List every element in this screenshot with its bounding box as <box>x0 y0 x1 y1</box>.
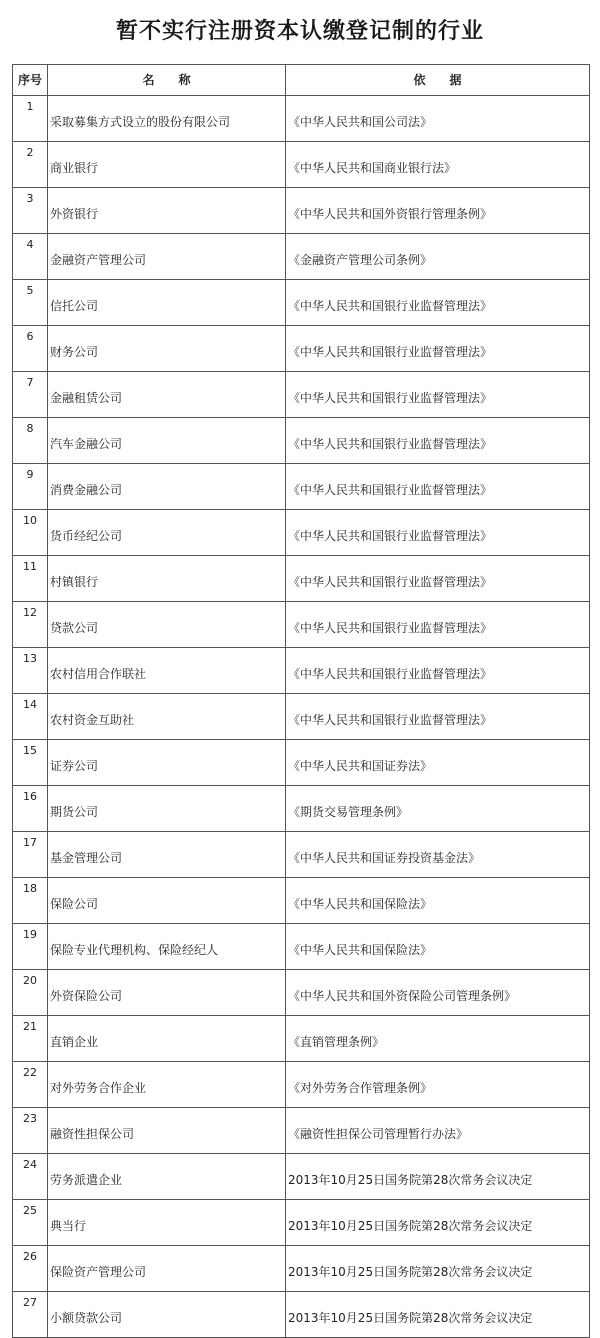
legal-basis: 2013年10月25日国务院第28次常务会议决定 <box>286 1292 590 1338</box>
table-row <box>13 1292 590 1338</box>
row-number: 6 <box>13 326 48 372</box>
table-row <box>13 188 590 234</box>
industry-name: 保险专业代理机构、保险经纪人 <box>48 924 286 970</box>
industry-name: 财务公司 <box>48 326 286 372</box>
industry-name: 保险公司 <box>48 878 286 924</box>
row-number: 18 <box>13 878 48 924</box>
table-row <box>13 740 590 786</box>
industry-name: 消费金融公司 <box>48 464 286 510</box>
legal-basis: 2013年10月25日国务院第28次常务会议决定 <box>286 1154 590 1200</box>
row-number: 3 <box>13 188 48 234</box>
row-number: 11 <box>13 556 48 602</box>
table-row <box>13 1246 590 1292</box>
table-row <box>13 1200 590 1246</box>
industry-name: 融资性担保公司 <box>48 1108 286 1154</box>
row-number: 19 <box>13 924 48 970</box>
legal-basis: 《中华人民共和国保险法》 <box>286 924 590 970</box>
row-number: 27 <box>13 1292 48 1338</box>
table-row <box>13 832 590 878</box>
table-row <box>13 1062 590 1108</box>
legal-basis: 《中华人民共和国银行业监督管理法》 <box>286 464 590 510</box>
table-row <box>13 1108 590 1154</box>
table-header-row <box>13 65 590 96</box>
industry-name: 期货公司 <box>48 786 286 832</box>
table-row <box>13 142 590 188</box>
industry-name: 村镇银行 <box>48 556 286 602</box>
legal-basis: 《中华人民共和国保险法》 <box>286 878 590 924</box>
table-row <box>13 648 590 694</box>
industry-name: 采取募集方式设立的股份有限公司 <box>48 96 286 142</box>
table-row <box>13 1016 590 1062</box>
row-number: 5 <box>13 280 48 326</box>
table-row <box>13 96 590 142</box>
row-number: 17 <box>13 832 48 878</box>
row-number: 13 <box>13 648 48 694</box>
industry-name: 小额贷款公司 <box>48 1292 286 1338</box>
header-num: 序号 <box>13 65 48 96</box>
header-basis: 依 据 <box>286 65 590 96</box>
legal-basis: 2013年10月25日国务院第28次常务会议决定 <box>286 1246 590 1292</box>
industry-name: 汽车金融公司 <box>48 418 286 464</box>
industry-name: 金融租赁公司 <box>48 372 286 418</box>
table-row <box>13 464 590 510</box>
row-number: 4 <box>13 234 48 280</box>
table-row <box>13 1154 590 1200</box>
header-name: 名 称 <box>48 65 286 96</box>
table-row <box>13 280 590 326</box>
legal-basis: 《中华人民共和国银行业监督管理法》 <box>286 602 590 648</box>
row-number: 14 <box>13 694 48 740</box>
legal-basis: 《中华人民共和国商业银行法》 <box>286 142 590 188</box>
legal-basis: 《中华人民共和国公司法》 <box>286 96 590 142</box>
industry-name: 对外劳务合作企业 <box>48 1062 286 1108</box>
industry-name: 直销企业 <box>48 1016 286 1062</box>
table-row <box>13 372 590 418</box>
legal-basis: 《中华人民共和国银行业监督管理法》 <box>286 418 590 464</box>
table-row <box>13 878 590 924</box>
row-number: 15 <box>13 740 48 786</box>
industry-name: 金融资产管理公司 <box>48 234 286 280</box>
row-number: 10 <box>13 510 48 556</box>
industry-name: 农村信用合作联社 <box>48 648 286 694</box>
table-row <box>13 924 590 970</box>
row-number: 21 <box>13 1016 48 1062</box>
table-row <box>13 970 590 1016</box>
row-number: 25 <box>13 1200 48 1246</box>
legal-basis: 《中华人民共和国银行业监督管理法》 <box>286 510 590 556</box>
industry-name: 农村资金互助社 <box>48 694 286 740</box>
table-row <box>13 510 590 556</box>
row-number: 20 <box>13 970 48 1016</box>
industry-table <box>12 64 590 1338</box>
legal-basis: 《直销管理条例》 <box>286 1016 590 1062</box>
industry-name: 基金管理公司 <box>48 832 286 878</box>
legal-basis: 《中华人民共和国银行业监督管理法》 <box>286 280 590 326</box>
industry-name: 典当行 <box>48 1200 286 1246</box>
row-number: 2 <box>13 142 48 188</box>
legal-basis: 《中华人民共和国银行业监督管理法》 <box>286 372 590 418</box>
legal-basis: 2013年10月25日国务院第28次常务会议决定 <box>286 1200 590 1246</box>
row-number: 23 <box>13 1108 48 1154</box>
legal-basis: 《中华人民共和国银行业监督管理法》 <box>286 694 590 740</box>
table-row <box>13 694 590 740</box>
row-number: 16 <box>13 786 48 832</box>
industry-name: 保险资产管理公司 <box>48 1246 286 1292</box>
legal-basis: 《中华人民共和国银行业监督管理法》 <box>286 556 590 602</box>
table-row <box>13 556 590 602</box>
row-number: 8 <box>13 418 48 464</box>
legal-basis: 《金融资产管理公司条例》 <box>286 234 590 280</box>
legal-basis: 《中华人民共和国外资保险公司管理条例》 <box>286 970 590 1016</box>
industry-name: 证券公司 <box>48 740 286 786</box>
industry-name: 商业银行 <box>48 142 286 188</box>
legal-basis: 《期货交易管理条例》 <box>286 786 590 832</box>
legal-basis: 《融资性担保公司管理暂行办法》 <box>286 1108 590 1154</box>
industry-name: 货币经纪公司 <box>48 510 286 556</box>
industry-name: 信托公司 <box>48 280 286 326</box>
industry-name: 劳务派遣企业 <box>48 1154 286 1200</box>
legal-basis: 《中华人民共和国证券投资基金法》 <box>286 832 590 878</box>
row-number: 24 <box>13 1154 48 1200</box>
legal-basis: 《中华人民共和国外资银行管理条例》 <box>286 188 590 234</box>
table-row <box>13 234 590 280</box>
industry-name: 外资保险公司 <box>48 970 286 1016</box>
industry-name: 外资银行 <box>48 188 286 234</box>
page-title: 暂不实行注册资本认缴登记制的行业 <box>115 18 484 44</box>
industry-name: 贷款公司 <box>48 602 286 648</box>
table-row <box>13 786 590 832</box>
legal-basis: 《中华人民共和国银行业监督管理法》 <box>286 326 590 372</box>
row-number: 26 <box>13 1246 48 1292</box>
row-number: 9 <box>13 464 48 510</box>
legal-basis: 《中华人民共和国证券法》 <box>286 740 590 786</box>
table-row <box>13 602 590 648</box>
table-body <box>13 96 590 1338</box>
legal-basis: 《对外劳务合作管理条例》 <box>286 1062 590 1108</box>
legal-basis: 《中华人民共和国银行业监督管理法》 <box>286 648 590 694</box>
row-number: 22 <box>13 1062 48 1108</box>
table-row <box>13 326 590 372</box>
row-number: 1 <box>13 96 48 142</box>
table-row <box>13 418 590 464</box>
row-number: 7 <box>13 372 48 418</box>
row-number: 12 <box>13 602 48 648</box>
